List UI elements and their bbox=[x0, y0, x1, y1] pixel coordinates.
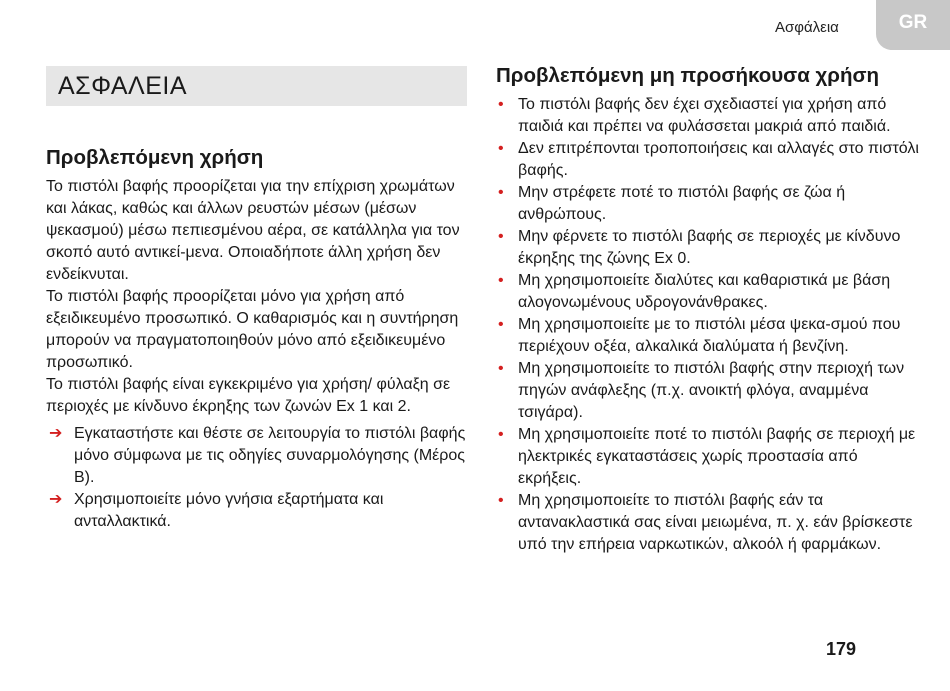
bullet-icon: • bbox=[498, 360, 504, 377]
misuse-text: Μην φέρνετε το πιστόλι βαφής σε περιοχές με κίνδυνο έκρηξης της ζώνης Ex 0. bbox=[518, 228, 901, 267]
intended-use-paragraph: Το πιστόλι βαφής προορίζεται για την επίχριση χρωμάτων και λάκας, καθώς και άλλων ρευστών μέσων (μέσων ψεκασμού) μέσω πεπιεσμένου αέρα, σε κατάλληλα για τον σκοπό αυτό αντικεί-μενα. Οποιαδήποτε άλλη χρήση δεν ενδείκνυται. bbox=[46, 178, 460, 283]
arrow-right-icon: ➔ bbox=[49, 425, 63, 442]
misuse-text: Μη χρησιμοποιείτε με το πιστόλι μέσα ψεκα-σμού που περιέχουν οξέα, αλκαλικά διαλύματα ή βενζίνη. bbox=[518, 316, 901, 355]
instruction-text: Χρησιμοποιείτε μόνο γνήσια εξαρτήματα και ανταλλακτικά. bbox=[74, 491, 384, 530]
misuse-text: Μη χρησιμοποιείτε το πιστόλι βαφής στην περιοχή των πηγών ανάφλεξης (π.χ. ανοικτή φλόγα, αναμμένα τσιγάρα). bbox=[518, 360, 905, 421]
bullet-icon: • bbox=[498, 272, 504, 289]
misuse-column bbox=[496, 64, 921, 556]
section-title: ΑΣΦΑΛΕΙΑ bbox=[58, 71, 188, 100]
bullet-icon: • bbox=[498, 140, 504, 157]
instruction-list bbox=[46, 423, 470, 533]
misuse-item bbox=[496, 270, 921, 314]
intended-use-column bbox=[46, 146, 470, 533]
misuse-heading: Προβλεπόμενη μη προσήκουσα χρήση bbox=[496, 64, 880, 87]
instruction-item bbox=[46, 423, 470, 489]
bullet-icon: • bbox=[498, 96, 504, 113]
misuse-item bbox=[496, 94, 921, 138]
bullet-icon: • bbox=[498, 426, 504, 443]
running-header: Ασφάλεια bbox=[775, 19, 839, 36]
intended-use-paragraph: Το πιστόλι βαφής προορίζεται μόνο για χρήση από εξειδικευμένο προσωπικό. Ο καθαρισμός και η συντήρηση μπορούν να πραγματοποιηθούν μόνο από εξειδικευμένο προσωπικό. bbox=[46, 288, 459, 371]
intended-use-paragraph: Το πιστόλι βαφής είναι εγκεκριμένο για χρήση/ φύλαξη σε περιοχές με κίνδυνο έκρηξης των ζωνών Ex 1 και 2. bbox=[46, 376, 451, 415]
section-title-bar bbox=[46, 66, 467, 106]
intended-use-heading: Προβλεπόμενη χρήση bbox=[46, 146, 264, 169]
bullet-icon: • bbox=[498, 492, 504, 509]
misuse-item bbox=[496, 182, 921, 226]
bullet-icon: • bbox=[498, 316, 504, 333]
misuse-item bbox=[496, 358, 921, 424]
misuse-text: Μη χρησιμοποιείτε το πιστόλι βαφής εάν τα αντανακλαστικά σας είναι μειωμένα, π. χ. εάν βρίσκεστε υπό την επήρεια ναρκωτικών, αλκοόλ ή φαρμάκων. bbox=[518, 492, 913, 553]
misuse-item bbox=[496, 138, 921, 182]
page-number: 179 bbox=[826, 639, 857, 659]
misuse-text: Μη χρησιμοποιείτε ποτέ το πιστόλι βαφής σε περιοχή με ηλεκτρικές εγκαταστάσεις χωρίς προστασία από εκρήξεις. bbox=[518, 426, 916, 487]
misuse-text: Δεν επιτρέπονται τροποποιήσεις και αλλαγές στο πιστόλι βαφής. bbox=[518, 140, 919, 179]
bullet-icon: • bbox=[498, 184, 504, 201]
misuse-text: Μη χρησιμοποιείτε διαλύτες και καθαριστικά με βάση αλογονωμένους υδρογονάνθρακες. bbox=[518, 272, 891, 311]
misuse-list bbox=[496, 94, 921, 556]
language-tab bbox=[876, 0, 950, 50]
misuse-item bbox=[496, 424, 921, 490]
misuse-text: Μην στρέφετε ποτέ το πιστόλι βαφής σε ζώα ή ανθρώπους. bbox=[518, 184, 846, 223]
bullet-icon: • bbox=[498, 228, 504, 245]
misuse-item bbox=[496, 226, 921, 270]
arrow-right-icon: ➔ bbox=[49, 491, 63, 508]
language-code: GR bbox=[898, 12, 928, 33]
instruction-item bbox=[46, 489, 470, 533]
misuse-item bbox=[496, 314, 921, 358]
misuse-text: Το πιστόλι βαφής δεν έχει σχεδιαστεί για χρήση από παιδιά και πρέπει να φυλάσσεται μακριά από παιδιά. bbox=[518, 96, 891, 135]
misuse-item bbox=[496, 490, 921, 556]
instruction-text: Εγκαταστήστε και θέστε σε λειτουργία το πιστόλι βαφής μόνο σύμφωνα με τις οδηγίες συναρμολόγησης (Μέρος B). bbox=[74, 425, 466, 486]
